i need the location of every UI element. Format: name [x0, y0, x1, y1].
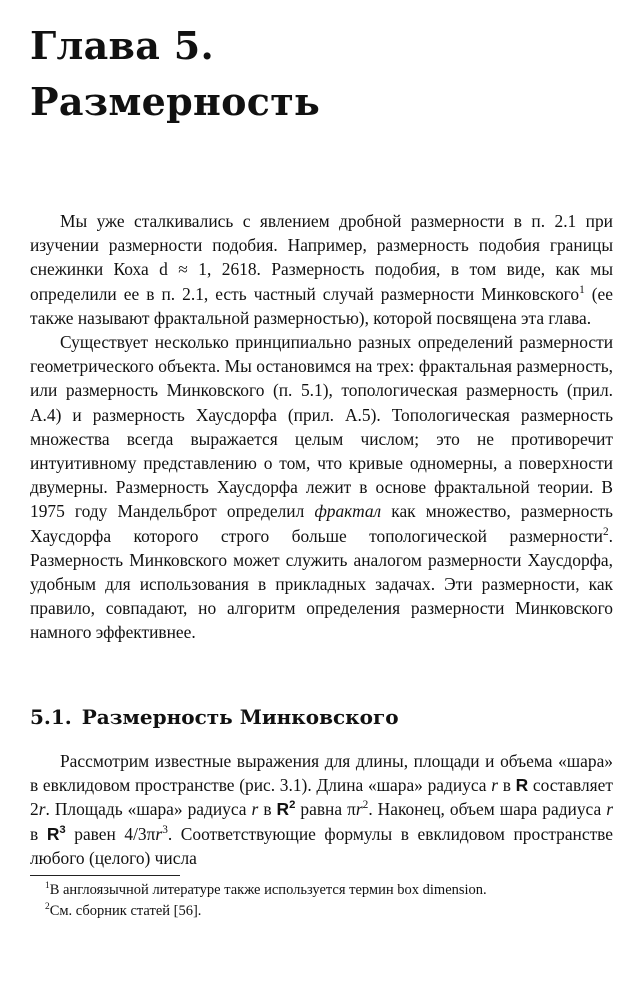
- text-run: . Наконец, объем шара радиуса: [368, 799, 607, 820]
- text-run: в: [498, 775, 516, 796]
- text-run: в: [258, 799, 277, 820]
- intro-paragraph-1: [30, 209, 613, 330]
- footnote-ref-2: 2: [602, 525, 609, 538]
- chapter-name: Размерность: [30, 79, 321, 124]
- footnote-text: См. сборник статей [56].: [49, 903, 202, 919]
- footnote-2: [30, 901, 613, 922]
- section-title: Размерность Минковского: [81, 705, 399, 729]
- text-run: составляет 2: [30, 775, 613, 820]
- math-set: R: [46, 823, 60, 844]
- math-exponent: 3: [162, 823, 168, 836]
- math-var: r: [606, 799, 613, 820]
- intro-paragraph-2: [30, 330, 613, 645]
- intro-text: [30, 209, 613, 645]
- footnote-1: [30, 880, 613, 901]
- text-run: . Соответствующие формулы в евклидовом пространстве любого (целого) числа: [30, 823, 614, 868]
- text-run: . Площадь «шара» радиуса: [45, 799, 252, 820]
- math-var: r: [251, 799, 259, 820]
- section-number: 5.1.: [30, 705, 72, 729]
- footnotes: [30, 880, 613, 922]
- math-exponent: 2: [289, 799, 296, 812]
- text-run: равна π: [295, 799, 356, 820]
- footnote-mark: 2: [45, 902, 50, 913]
- intro-p2-tail: . Размерность Минковского может служить аналогом размерности Хаусдорфа, удобным для использования в прикладных задачах. Эти размерности, как правило, совпадают, но алгоритм определения размерности Минковского намного эффективнее.: [30, 525, 613, 643]
- footnote-text: В англоязычной литературе также используется термин box dimension.: [49, 882, 487, 898]
- math-var: r: [155, 823, 163, 844]
- text-run: в: [30, 823, 47, 844]
- section-heading: [30, 703, 399, 731]
- chapter-label: Глава 5.: [30, 23, 214, 68]
- footnote-mark: 1: [45, 881, 50, 892]
- math-set: R: [276, 799, 290, 820]
- chapter-title: [30, 18, 320, 130]
- text-run: Рассмотрим известные выражения для длины, площади и объема «шара» в евклидовом пространстве (рис. 3.1). Длина «шара» радиуса: [30, 751, 613, 796]
- math-set: R: [515, 775, 529, 796]
- text-run: равен 4/3π: [65, 823, 156, 844]
- footnote-divider: [30, 875, 180, 876]
- math-var: r: [38, 799, 46, 820]
- math-var: r: [491, 775, 498, 796]
- math-exponent: 2: [362, 799, 369, 812]
- intro-p2-text: Существует несколько принципиально разных определений размерности геометрического объекта. Мы остановимся на трех: фрактальная размерность, или размерность Минковского (п. 5.1), топологическая размерность (прил. А.4) и размерность Хаусдорфа (прил. А.5). Топологическая размерность множества всегда выражается целым числом; это не противоречит интуитивному представлению о том, что кривые одномерны, а поверхности двумерны. Размерность Хаусдорфа лежит в основе фрактальной теории. В 1975 году Мандельброт определил: [30, 332, 613, 522]
- section-paragraph-1: [30, 749, 613, 870]
- intro-p1-text: Мы уже сталкивались с явлением дробной размерности в п. 2.1 при изучении размерности подобия. Например, размерность подобия границы снежинки Коха d ≈ 1, 2618. Размерность подобия, в том виде, как мы определили ее в п. 2.1, есть частный случай размерности Минковского: [30, 211, 613, 304]
- intro-p1-tail: (ее также называют фрактальной размерностью), которой посвящена эта глава.: [30, 283, 613, 328]
- footnote-ref-1: 1: [579, 283, 585, 296]
- math-exponent: 3: [59, 823, 66, 836]
- term-fractal: фрактал: [314, 501, 382, 522]
- section-text: [30, 749, 613, 870]
- math-var: r: [355, 799, 363, 820]
- intro-p2-mid: как множество, размерность Хаусдорфа которого строго больше топологической размерности: [30, 501, 613, 546]
